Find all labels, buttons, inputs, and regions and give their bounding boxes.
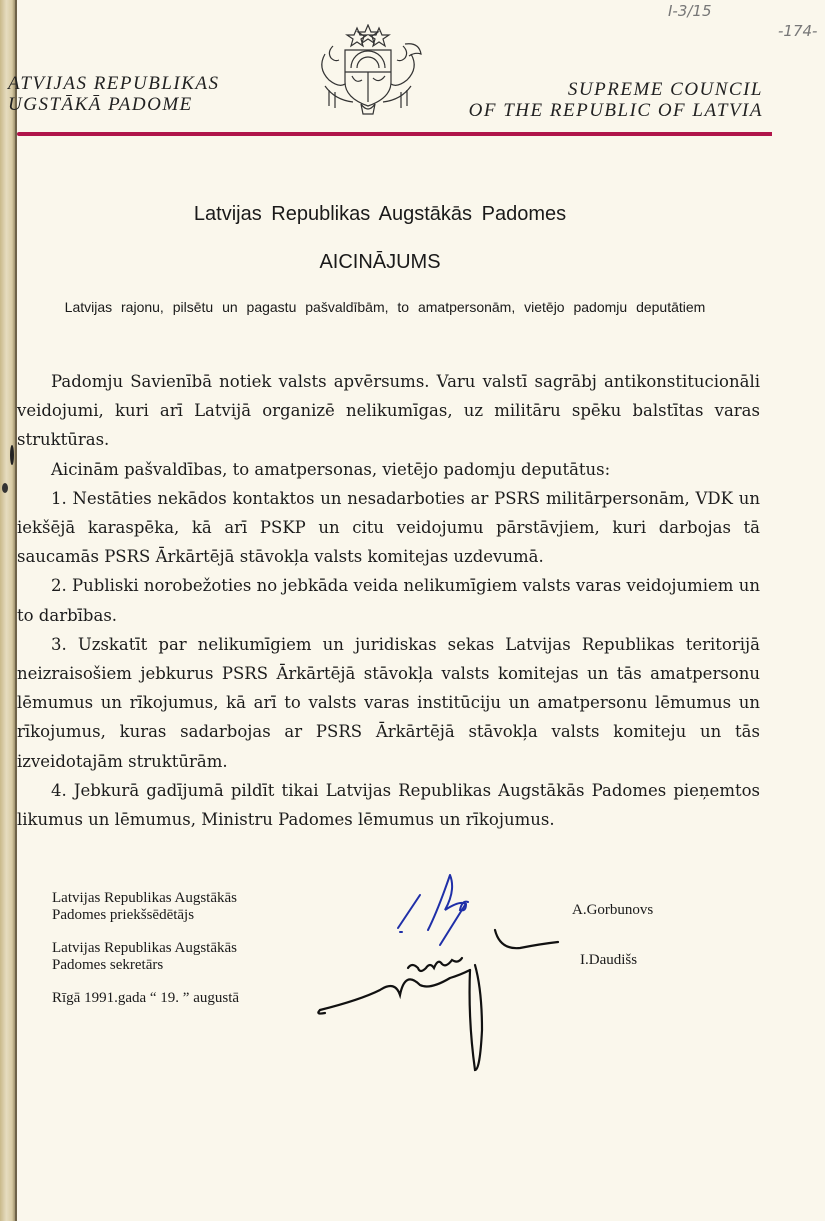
binding-marks — [0, 440, 16, 540]
signature-gorbunovs — [398, 875, 468, 945]
chair-title-line-2: Padomes priekšsēdētājs — [52, 907, 195, 923]
place-and-date: Rīgā 1991.gada “ 19. ” augustā — [52, 990, 240, 1006]
book-binding — [0, 0, 16, 1221]
document-body — [17, 367, 760, 834]
letterhead-rule — [17, 132, 772, 136]
addressees-heading: Latvijas rajonu, pilsētu un pagastu pašvaldībām, to amatpersonām, vietējo padomju deputātiem — [64, 299, 706, 315]
chair-title — [52, 890, 237, 924]
intro-paragraph: Padomju Savienībā notiek valsts apvērsums. Varu valstī sagrābj antikonstitucionāli veidojumi, kuri arī Latvijā organizē nelikumīgas, uz militāru spēku balstītas varas struktūras. — [17, 372, 760, 450]
point-3: 3. Uzskatīt par nelikumīgiem un juridiskas sekas Latvijas Republikas teritorijā neizraisošiem jebkurus PSRS Ārkārtējā stāvokļa valsts komitejas un tās amatpersonu lēmumus un rīkojumus, kā arī to valsts varas institūciju un amatpersonu lēmumus un rīkojumus, kuras sadarbojas ar PSRS Ārkārtējā stāvokļa valsts komiteju un tās izveidotajām struktūrām. — [17, 634, 760, 771]
letterhead-english — [469, 79, 763, 121]
coat-of-arms-icon — [305, 24, 431, 118]
page-number: -174- — [778, 22, 818, 40]
letterhead-english-line-2: OF THE REPUBLIC OF LATVIA — [468, 100, 763, 121]
signature-daudiss — [318, 930, 558, 1070]
chair-name: A.Gorbunovs — [572, 902, 654, 918]
letterhead-english-line-1: SUPREME COUNCIL — [567, 79, 763, 100]
chair-title-line-1: Latvijas Republikas Augstākās — [52, 890, 237, 906]
point-2: 2. Publiski norobežoties no jebkāda veida nelikumīgiem valsts varas veidojumiem un to darbības. — [17, 576, 760, 625]
letterhead-latvian — [8, 73, 220, 115]
point-1: 1. Nestāties nekādos kontaktos un nesadarboties ar PSRS militārpersonām, VDK un iekšējā karaspēka, kā arī PSKP un citu veidojumu pārstāvjiem, kuri darbojas tā saucamās PSRS Ārkārtējā stāvokļa valsts komitejas uzdevumā. — [17, 488, 760, 567]
secretary-title-line-2: Padomes sekretārs — [52, 957, 164, 973]
issuer-heading: Latvijas Republikas Augstākās Padomes — [193, 203, 567, 225]
point-4: 4. Jebkurā gadījumā pildīt tikai Latvijas Republikas Augstākās Padomes pieņemtos likumus un lēmumus, Ministru Padomes lēmumus un rīkojumus. — [17, 780, 760, 830]
document-title: AICINĀJUMS — [319, 251, 441, 273]
secretary-name: I.Daudišs — [580, 952, 638, 968]
letterhead-latvian-line-2: UGSTĀKĀ PADOME — [8, 94, 193, 115]
appeal-paragraph: Aicinām pašvaldības, to amatpersonas, vietējo padomju deputātus: — [51, 459, 611, 479]
letterhead-latvian-line-1: ATVIJAS REPUBLIKAS — [8, 73, 220, 94]
archive-reference: I-3/15 — [668, 2, 712, 20]
secretary-title — [52, 940, 237, 974]
handwritten-signatures — [300, 870, 580, 1080]
secretary-title-line-1: Latvijas Republikas Augstākās — [52, 940, 237, 956]
